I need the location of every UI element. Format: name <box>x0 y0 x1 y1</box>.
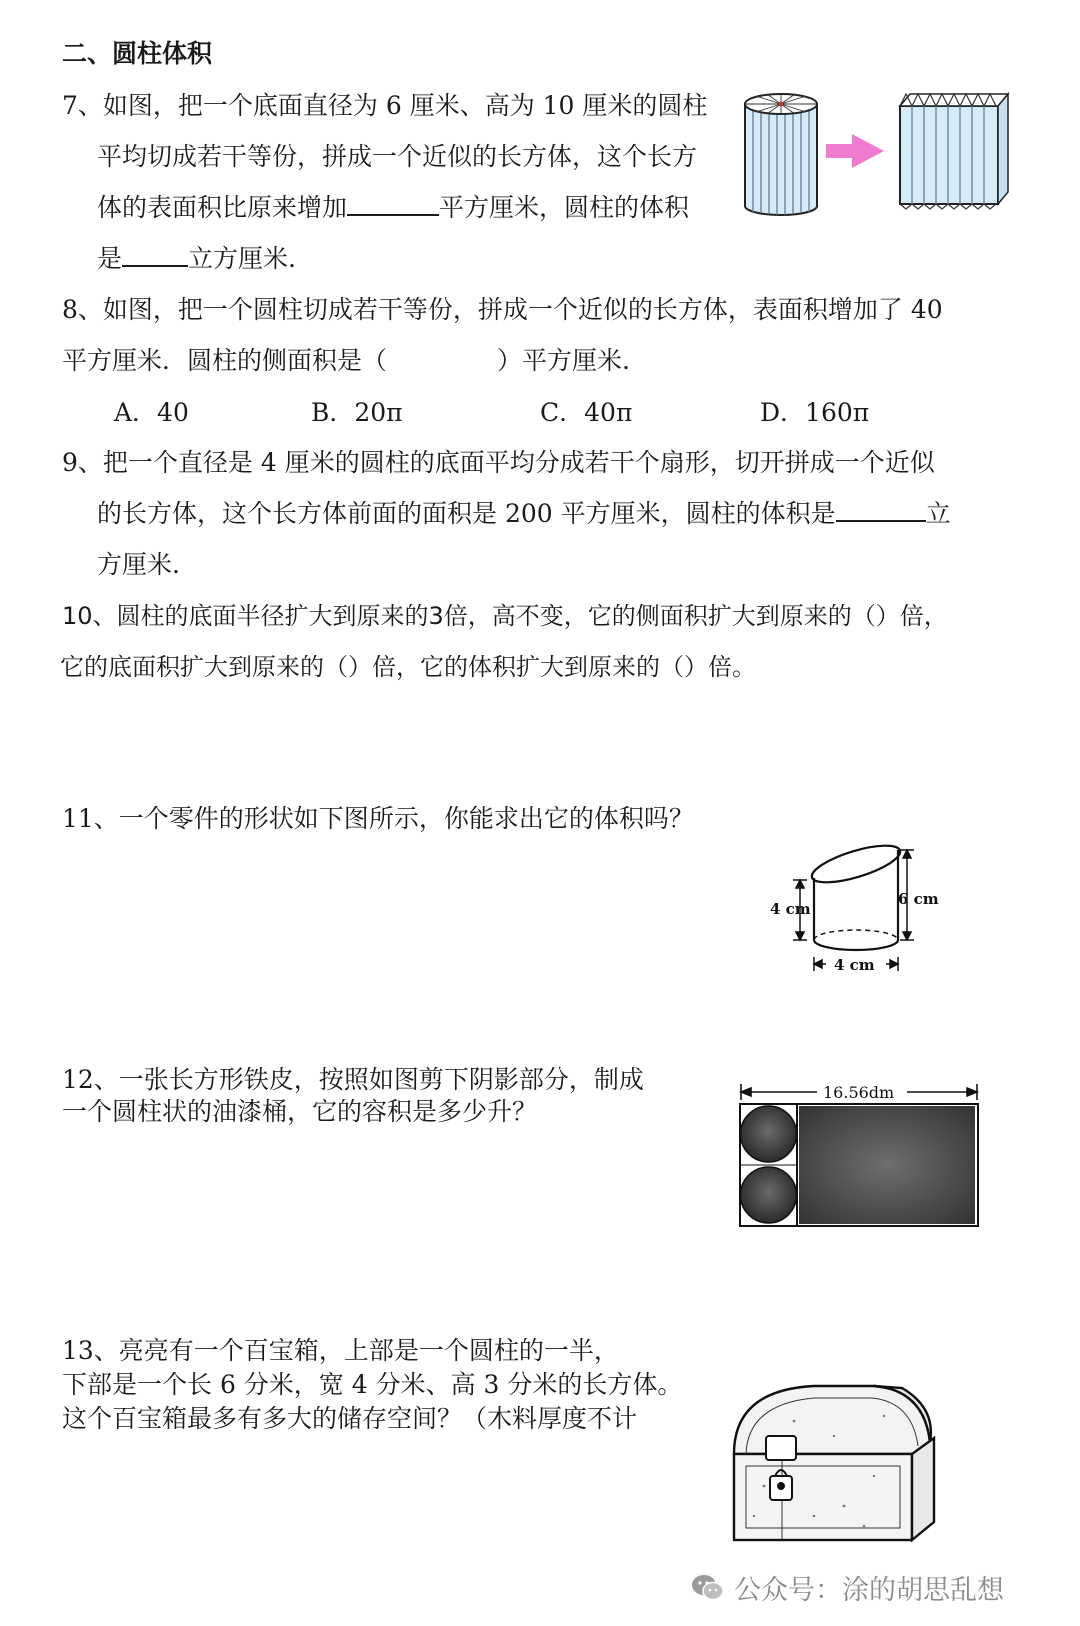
q7-line4-start: 是 <box>97 244 123 273</box>
q8-line2-start: 平方厘米．圆柱的侧面积是（ <box>62 346 388 375</box>
q7-line2: 平均切成若干等份，拼成一个近似的长方体，这个长方 <box>97 142 698 171</box>
q8-option-c[interactable]: C．40π <box>540 398 633 427</box>
q9-line3: 方厘米. <box>97 550 180 579</box>
q7-line3-start: 体的表面积比原来增加 <box>97 193 348 222</box>
q9-line2-end: 立 <box>925 499 951 528</box>
q8-option-b[interactable]: B．20π <box>311 398 403 427</box>
pink-arrow-icon <box>826 134 884 168</box>
q9-answer-blank[interactable] <box>836 498 926 522</box>
q13-line3: 这个百宝箱最多有多大的储存空间？（木料厚度不计 <box>62 1404 638 1433</box>
q8-option-a[interactable]: A．40 <box>114 398 189 427</box>
q13-line2: 下部是一个长 6 分米，宽 4 分米、高 3 分米的长方体。 <box>62 1370 683 1399</box>
wechat-icon <box>690 1573 726 1603</box>
q10-line1: 10、圆柱的底面半径扩大到原来的3倍，高不变，它的侧面积扩大到原来的（）倍， <box>62 602 948 630</box>
q11-label-height-left: 4 cm <box>770 900 811 918</box>
q8-line2 <box>62 345 630 377</box>
q7-answer-blank-2[interactable] <box>122 243 188 267</box>
watermark <box>690 1568 1004 1607</box>
q11-label-diameter: 4 cm <box>834 956 875 974</box>
q12-line2: 一个圆柱状的油漆桶，它的容积是多少升？ <box>62 1097 538 1126</box>
q9-line2 <box>97 498 951 530</box>
q12-tinplate-figure <box>735 1078 985 1230</box>
q8-line2-end: ）平方厘米. <box>497 346 630 375</box>
treasure-chest-figure <box>724 1376 944 1546</box>
q7-line1: 7、如图，把一个底面直径为 6 厘米、高为 10 厘米的圆柱 <box>62 91 708 120</box>
section-title: 二、圆柱体积 <box>62 39 213 68</box>
q8-line1: 8、如图，把一个圆柱切成若干等份，拼成一个近似的长方体，表面积增加了 40 <box>62 295 943 324</box>
q8-option-d[interactable]: D．160π <box>760 398 870 427</box>
q11-slanted-cylinder-figure <box>764 842 954 982</box>
q9-line1: 9、把一个直径是 4 厘米的圆柱的底面平均分成若干个扇形，切开拼成一个近似 <box>62 448 935 477</box>
q7-line4-end: 立方厘米. <box>188 244 296 273</box>
approximate-cuboid <box>900 94 1008 209</box>
watermark-text: 公众号：涂的胡思乱想 <box>734 1575 1004 1606</box>
q9-line2-start: 的长方体，这个长方体前面的面积是 200 平方厘米，圆柱的体积是 <box>97 499 836 528</box>
q13-line1: 13、亮亮有一个百宝箱，上部是一个圆柱的一半， <box>62 1336 619 1365</box>
q7-line3 <box>97 192 689 224</box>
q11-label-height-right: 6 cm <box>898 890 939 908</box>
q10-line2: 它的底面积扩大到原来的（）倍，它的体积扩大到原来的（）倍。 <box>60 653 756 681</box>
q12-top-circle <box>741 1106 797 1162</box>
q7-line3-end: 平方厘米，圆柱的体积 <box>439 193 690 222</box>
q12-label-width: 16.56dm <box>823 1083 895 1102</box>
q12-shaded-rectangle <box>799 1106 975 1224</box>
q7-line4 <box>97 243 296 275</box>
sliced-cylinder <box>745 94 817 215</box>
q7-answer-blank-1[interactable] <box>347 192 439 216</box>
q12-line1: 12、一张长方形铁皮，按照如图剪下阴影部分，制成 <box>62 1065 644 1094</box>
q12-bottom-circle <box>741 1167 797 1223</box>
q7-cylinder-to-cuboid-figure <box>738 86 1018 221</box>
q11-line1: 11、一个零件的形状如下图所示，你能求出它的体积吗？ <box>62 804 694 833</box>
